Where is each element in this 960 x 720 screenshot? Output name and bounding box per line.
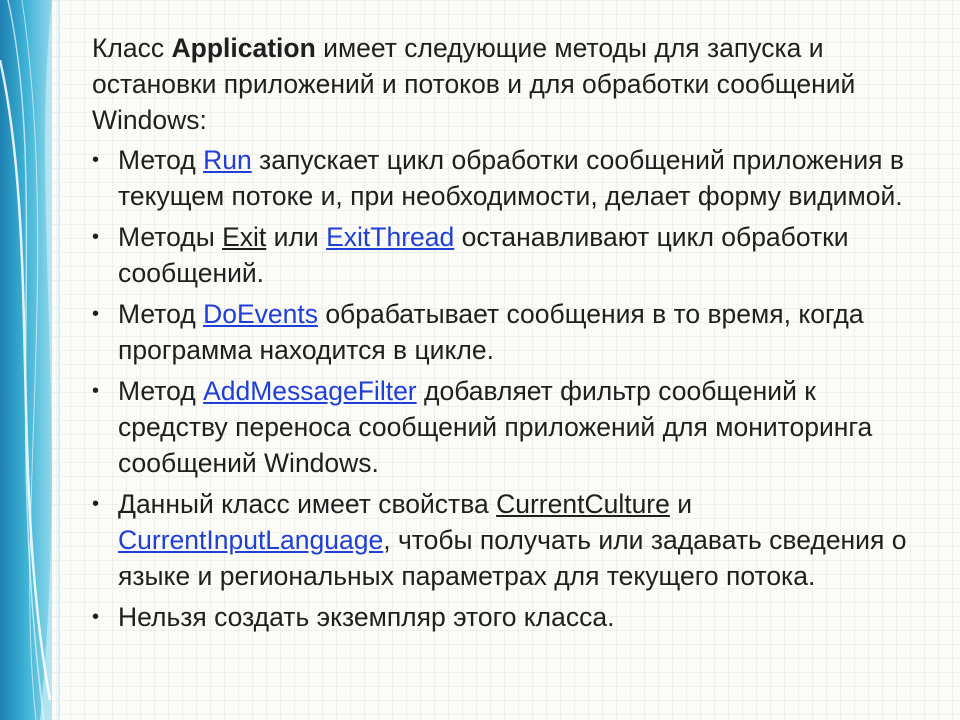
intro-prefix: Класс xyxy=(92,33,172,63)
bullet-suffix: останавливают цикл обработки сообщений. xyxy=(118,222,849,288)
bullet-icon: • xyxy=(92,380,100,402)
bullet-icon: • xyxy=(92,226,100,248)
bullet-suffix: обрабатывает сообщения в то время, когда программа находится в цикле. xyxy=(118,299,864,365)
bullet-suffix: запускает цикл обработки сообщений приложения в текущем потоке и, при необходимости, делает форму видимой. xyxy=(118,145,904,211)
bullet-suffix: добавляет фильтр сообщений к средству переноса сообщений приложений для мониторинга сообщений Windows. xyxy=(118,376,873,478)
bullet-prefix: Методы xyxy=(118,222,223,252)
addmessagefilter-link[interactable]: AddMessageFilter xyxy=(203,376,417,406)
currentinputlanguage-link[interactable]: CurrentInputLanguage xyxy=(118,525,384,555)
decorative-side-band xyxy=(0,0,66,720)
list-item xyxy=(92,142,932,214)
exitthread-link[interactable]: ExitThread xyxy=(326,222,455,252)
intro-paragraph xyxy=(92,30,932,138)
list-item xyxy=(92,486,932,594)
class-name: Application xyxy=(171,33,316,63)
run-link[interactable]: Run xyxy=(203,145,252,175)
doevents-link[interactable]: DoEvents xyxy=(203,299,318,329)
intro-suffix: имеет следующие методы для запуска и остановки приложений и потоков и для обработки сообщений Windows: xyxy=(92,33,856,135)
bullet-prefix: Данный класс имеет свойства xyxy=(118,489,497,519)
bullet-text: Нельзя создать экземпляр этого класса. xyxy=(118,602,615,632)
method-list xyxy=(92,142,932,635)
exit-link[interactable]: Exit xyxy=(222,222,267,252)
bullet-middle: или xyxy=(266,222,327,252)
slide-content xyxy=(92,30,932,640)
bullet-prefix: Метод xyxy=(118,145,204,175)
currentculture-link[interactable]: CurrentCulture xyxy=(496,489,670,519)
list-item xyxy=(92,599,932,635)
list-item xyxy=(92,296,932,368)
bullet-icon: • xyxy=(92,303,100,325)
bullet-prefix: Метод xyxy=(118,376,204,406)
bullet-icon: • xyxy=(92,149,100,171)
bullet-icon: • xyxy=(92,493,100,515)
bullet-middle: и xyxy=(669,489,693,519)
bullet-suffix: , чтобы получать или задавать сведения о языке и региональных параметрах для текущего потока. xyxy=(118,525,907,591)
list-item xyxy=(92,219,932,291)
bullet-icon: • xyxy=(92,606,100,628)
bullet-prefix: Метод xyxy=(118,299,204,329)
list-item xyxy=(92,373,932,481)
